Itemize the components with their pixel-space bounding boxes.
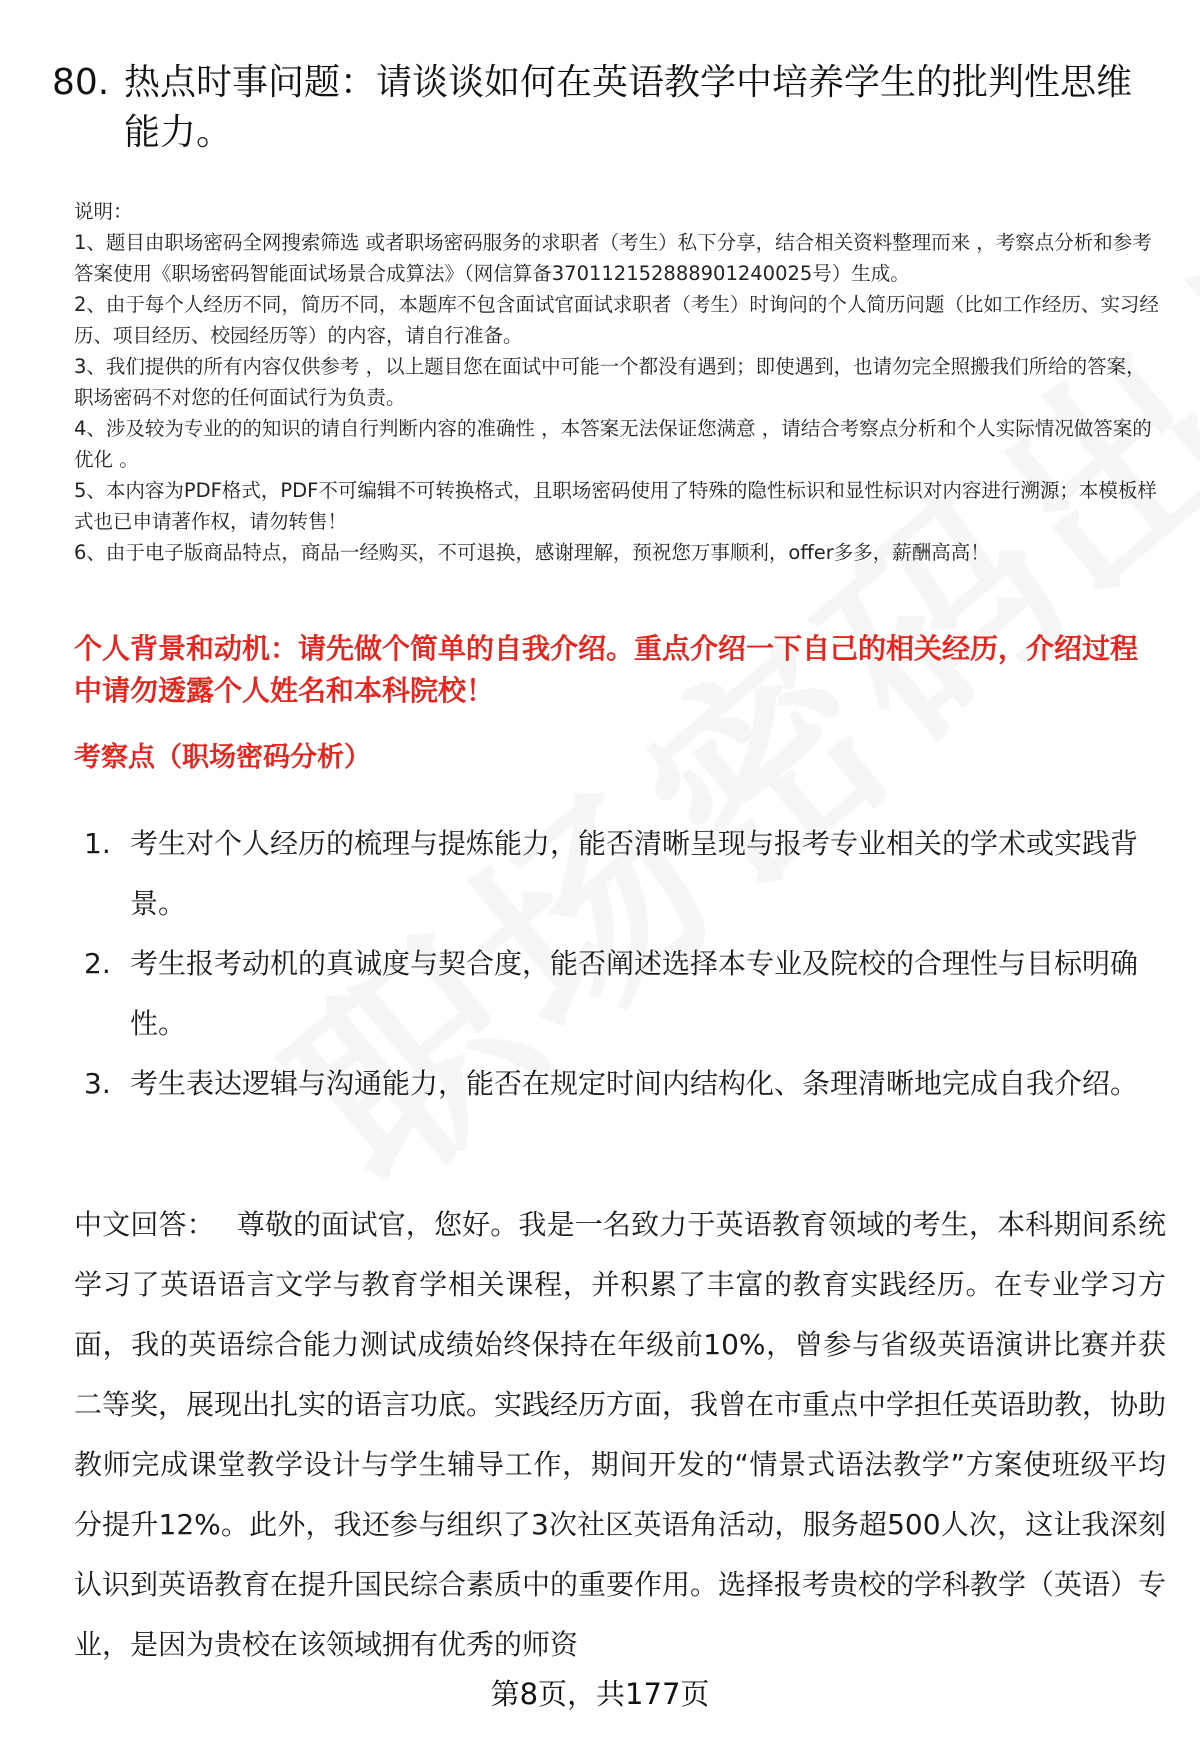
answer-text: 尊敬的面试官，您好。我是一名致力于英语教育领域的考生，本科期间系统学习了英语语言文学与教育学相关课程，并积累了丰富的教育实践经历。在专业学习方面，我的英语综合能力测试成绩始终保持在年级前10%，曾参与省级英语演讲比赛并获二等奖，展现出扎实的语言功底。实践经历方面，我曾在市重点中学担任英语助教，协助教师完成课堂教学设计与学生辅导工作，期间开发的“情景式语法教学”方案使班级平均分提升12%。此外，我还参与组织了3次社区英语角活动，服务超500人次，这让我深刻认识到英语教育在提升国民综合素质中的重要作用。选择报考贵校的学科教学（英语）专业，是因为贵校在该领域拥有优秀的师资 [74,1208,1167,1661]
point-number: 1. [84,827,111,860]
notes-section [74,196,1164,568]
point-text: 考生对个人经历的梳理与提炼能力，能否清晰呈现与报考专业相关的学术或实践背景。 [130,827,1139,920]
note-item: 2、由于每个人经历不同，简历不同，本题库不包含面试官面试求职者（考生）时询问的个人简历问题（比如工作经历、实习经历、项目经历、校园经历等）的内容，请自行准备。 [74,293,1159,347]
point-number: 3. [84,1067,111,1100]
analysis-point [84,814,1164,934]
point-text: 考生报考动机的真诚度与契合度，能否阐述选择本专业及院校的合理性与目标明确性。 [130,947,1139,1040]
analysis-point [84,934,1164,1054]
background-heading: 个人背景和动机：请先做个简单的自我介绍。重点介绍一下自己的相关经历，介绍过程中请勿透露个人姓名和本科院校！ [74,632,1139,707]
page-number-footer: 第8页，共177页 [490,1677,710,1711]
question-title [52,58,1162,158]
question-text: 热点时事问题：请谈谈如何在英语教学中培养学生的批判性思维能力。 [124,62,1133,153]
note-item: 3、我们提供的所有内容仅供参考 ，以上题目您在面试中可能一个都没有遇到；即使遇到，也请勿完全照搬我们所给的答案，职场密码不对您的任何面试行为负责。 [74,355,1146,409]
answer-label: 中文回答： [74,1208,215,1241]
analysis-points-list [84,814,1164,1114]
note-item: 5、本内容为PDF格式，PDF不可编辑不可转换格式，且职场密码使用了特殊的隐性标识和显性标识对内容进行溯源；本模板样式也已申请著作权，请勿转售！ [74,479,1157,533]
note-item: 4、涉及较为专业的的知识的请自行判断内容的准确性 ，本答案无法保证您满意 ，请结合考察点分析和个人实际情况做答案的优化 。 [74,417,1152,471]
notes-heading: 说明： [74,200,133,223]
point-number: 2. [84,947,111,980]
analysis-heading: 考察点（职场密码分析） [74,742,371,773]
answer-paragraph [74,1195,1166,1675]
analysis-point [84,1054,1164,1114]
note-item: 1、题目由职场密码全网搜索筛选 或者职场密码服务的求职者（考生）私下分享，结合相关资料整理而来 ，考察点分析和参考答案使用《职场密码智能面试场景合成算法》（网信算备370112152888901240025号）生成。 [74,231,1152,285]
question-number: 80. [52,62,110,103]
note-item: 6、由于电子版商品特点，商品一经购买，不可退换，感谢理解，预祝您万事顺利，offer多多，薪酬高高！ [74,541,990,564]
point-text: 考生表达逻辑与沟通能力，能否在规定时间内结构化、条理清晰地完成自我介绍。 [130,1067,1139,1100]
